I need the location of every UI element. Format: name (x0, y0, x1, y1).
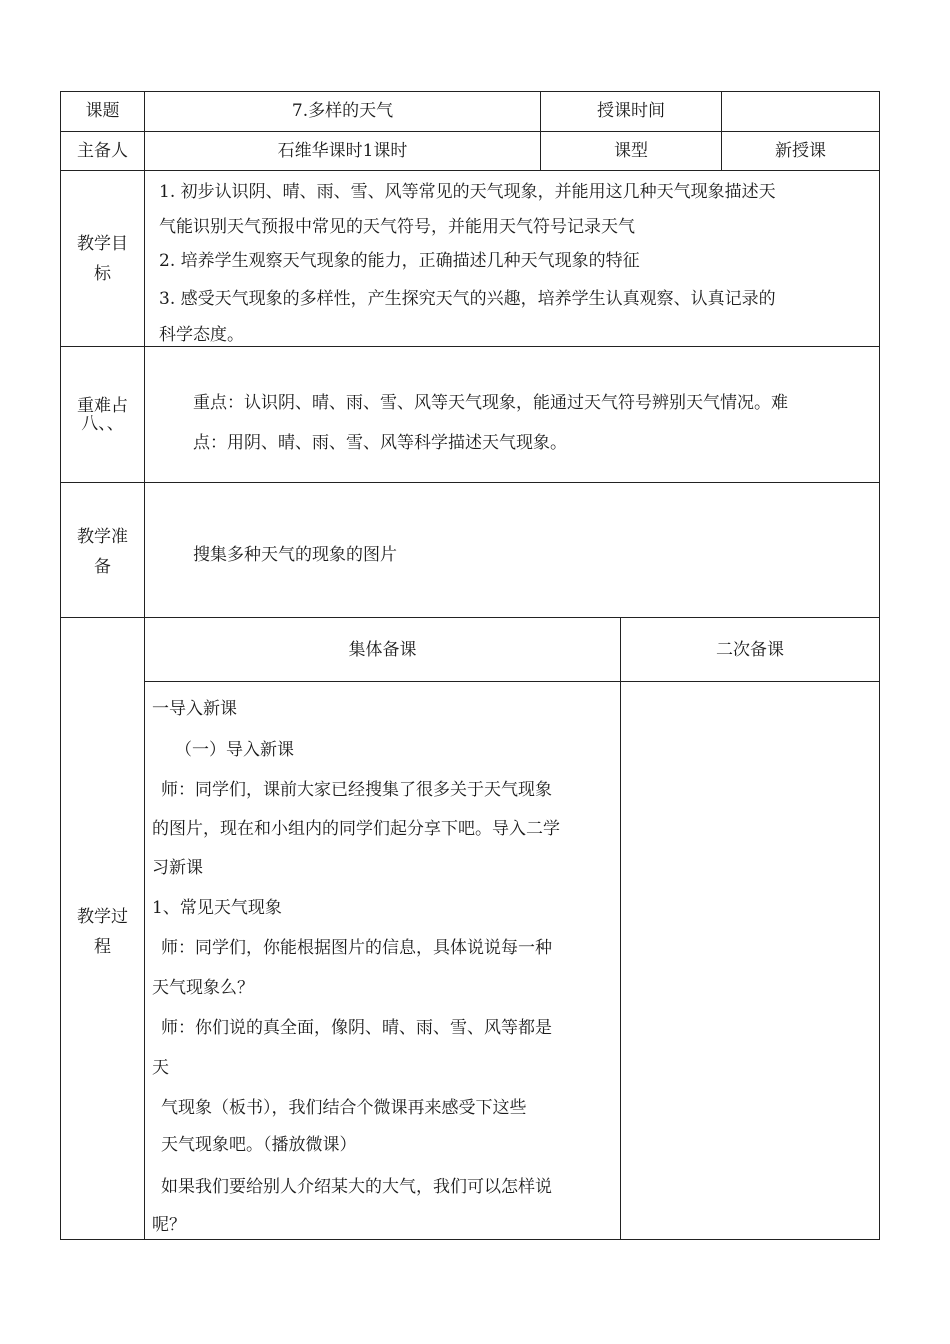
preparation-label (61, 522, 144, 582)
objective-line-5: 科学态度。 (159, 325, 244, 345)
process-line-5: 习新课 (152, 858, 203, 878)
objective-line-4: 3. 感受天气现象的多样性，产生探究天气的兴趣，培养学生认真观察、认真记录的 (159, 289, 776, 309)
objective-line-1: 1. 初步认识阴、晴、雨、雪、风等常见的天气现象，并能用这几种天气现象描述天 (159, 182, 776, 202)
process-line-13: 如果我们要给别人介绍某大的大气，我们可以怎样说 (161, 1177, 552, 1197)
type-value: 新授课 (775, 141, 826, 161)
topic-value: 7.多样的天气 (291, 101, 394, 121)
topic-label: 课题 (85, 101, 120, 121)
process-line-11: 气现象（板书），我们结合个微课再来感受下这些 (161, 1098, 527, 1118)
type-label: 课型 (614, 141, 648, 161)
key-points-label-line2: 八、、 (81, 414, 124, 434)
process-label-line2: 程 (94, 937, 111, 957)
objective-line-2: 气能识别天气预报中常见的天气符号，并能用天气符号记录天气 (159, 217, 635, 237)
row-divider-4 (60, 482, 880, 483)
row-divider-2 (60, 170, 880, 171)
process-label (61, 902, 144, 962)
preparation-text: 搜集多种天气的现象的图片 (193, 545, 397, 565)
process-line-1: 一导入新课 (152, 699, 237, 719)
process-col-divider (620, 617, 621, 1240)
process-line-3: 师：同学们，课前大家已经搜集了很多关于天气现象 (161, 780, 552, 800)
preparer-label: 主备人 (77, 141, 128, 161)
key-points-label (61, 391, 144, 439)
process-line-6: 1、常见天气现象 (152, 898, 282, 918)
preparation-label-line1: 教学准 (77, 527, 128, 547)
time-label: 授课时间 (597, 101, 665, 121)
objectives-label-line2: 标 (94, 264, 111, 284)
key-points-line-1: 重点：认识阴、晴、雨、雪、风等天气现象，能通过天气符号辨别天气情况。难 (193, 393, 788, 413)
table-border-bottom (60, 1239, 880, 1240)
process-line-9: 师：你们说的真全面，像阴、晴、雨、雪、风等都是 (161, 1018, 552, 1038)
process-line-2: （一）导入新课 (175, 740, 294, 760)
key-points-label-line1: 重难占 (77, 396, 128, 416)
process-line-8: 天气现象么？ (152, 978, 254, 998)
label-column-divider (144, 91, 145, 1240)
objectives-label (61, 229, 144, 289)
key-points-line-2: 点：用阴、晴、雨、雪、风等科学描述天气现象。 (193, 433, 567, 453)
secondary-prep-header: 二次备课 (716, 640, 784, 660)
process-line-14: 呢？ (152, 1215, 186, 1235)
row-divider-3 (60, 346, 880, 347)
process-line-10: 天 (152, 1058, 169, 1078)
row-divider-5 (60, 617, 880, 618)
process-header-divider (144, 681, 880, 682)
table-border-right (879, 91, 880, 1240)
preparation-label-line2: 备 (94, 557, 111, 577)
objectives-label-line1: 教学目 (77, 234, 128, 254)
preparer-value: 石维华课时1课时 (277, 141, 408, 161)
table-border-top (60, 91, 880, 92)
row-divider-1 (60, 131, 880, 132)
collective-prep-header: 集体备课 (348, 640, 417, 660)
process-label-line1: 教学过 (77, 907, 128, 927)
process-line-4: 的图片，现在和小组内的同学们起分享下吧。导入二学 (152, 819, 560, 839)
process-line-12: 天气现象吧。（播放微课） (161, 1135, 357, 1155)
objective-line-3: 2. 培养学生观察天气现象的能力，正确描述几种天气现象的特征 (159, 251, 640, 271)
process-line-7: 师：同学们，你能根据图片的信息，具体说说每一种 (161, 938, 552, 958)
